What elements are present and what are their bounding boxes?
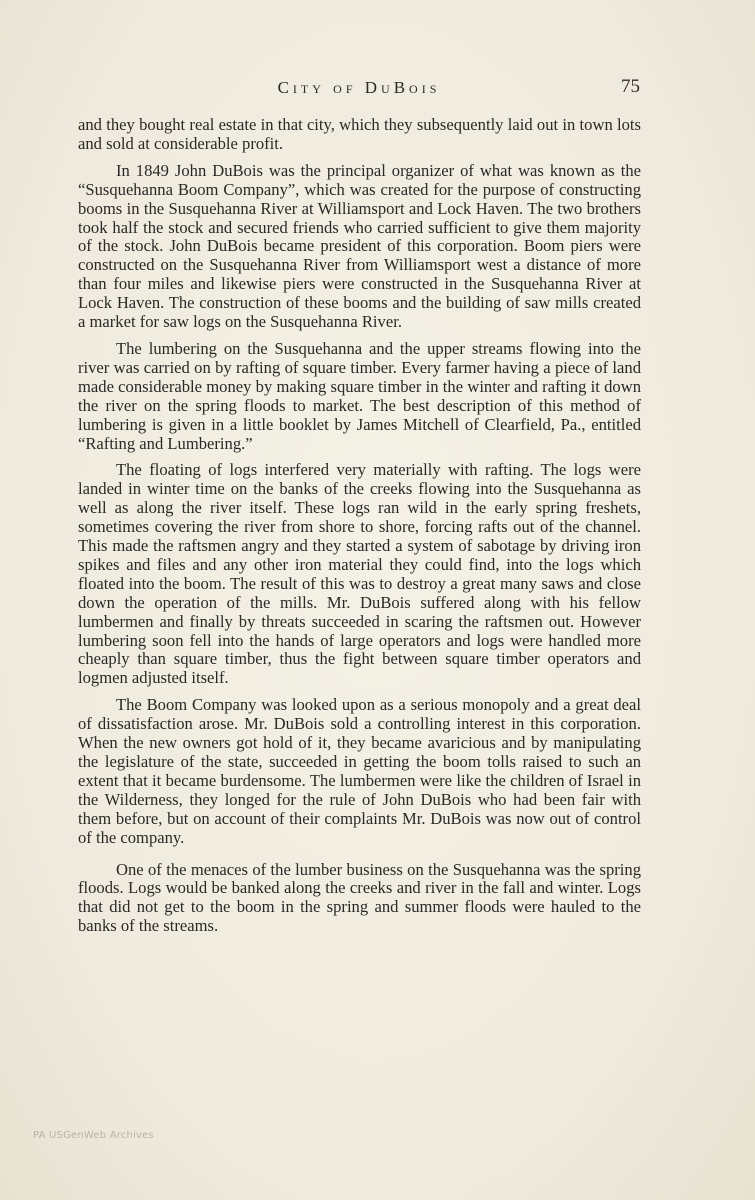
running-head: City of DuBois bbox=[277, 78, 441, 97]
archive-watermark: PA USGenWeb Archives bbox=[33, 1130, 154, 1141]
paragraph: In 1849 John DuBois was the principal organizer of what was known as the “Susquehanna Boom Company”, which was created for the purpose of constructing booms in the Susquehanna River at Williamsport and Lock Haven. The two brothers took half the stock and secured friends who carried sufficient to give them majority of the stock. John DuBois became president of this corporation. Boom piers were constructed on the Susquehanna River from Williamsport west a distance of more than four miles and likewise piers were constructed in the Susquehanna River at Lock Haven. The construction of these booms and the building of saw mills created a market for saw logs on the Susquehanna River. bbox=[78, 160, 641, 332]
body-text bbox=[78, 116, 641, 936]
paragraph: The floating of logs interfered very materially with rafting. The logs were landed in winter time on the banks of the creeks flowing into the Susquehanna as well as along the river itself. These logs ran wild in the early spring freshets, sometimes covering the river from shore to shore, forcing rafts out of the channel. This made the raftsmen angry and they started a system of sabotage by driving iron spikes and files and any other iron material they could find, into the logs which floated into the boom. The result of this was to destroy a great many saws and close down the operation of the mills. Mr. DuBois suffered along with his fellow lumbermen and finally by threats succeeded in scaring the raftsmen out. However lumbering soon fell into the hands of large operators and logs were handled more cheaply than square timber, thus the fight between square timber operators and logmen adjusted itself. bbox=[78, 460, 641, 688]
page-number: 75 bbox=[621, 76, 640, 97]
page-header bbox=[78, 76, 640, 104]
paragraph: The lumbering on the Susquehanna and the upper streams flowing into the river was carried on by rafting of square timber. Every farmer having a piece of land made considerable money by making square timber in the winter and rafting it down the river on the spring floods to market. The best description of this method of lumbering is given in a little booklet by James Mitchell of Clearfield, Pa., entitled “Rafting and Lumbering.” bbox=[78, 338, 641, 453]
paragraph: The Boom Company was looked upon as a serious monopoly and a great deal of dissatisfaction arose. Mr. DuBois sold a controlling interest in this corporation. When the new owners got hold of it, they became avaricious and by manipulating the legislature of the state, succeeded in getting the boom tolls raised to such an extent that it became burdensome. The lumbermen were like the children of Israel in the Wilderness, they longed for the rule of John DuBois who had been fair with them before, but on account of their complaints Mr. DuBois was now out of control of the company. bbox=[78, 695, 641, 847]
paragraph: One of the menaces of the lumber business on the Susquehanna was the spring floods. Logs would be banked along the creeks and river in the fall and winter. Logs that did not get to the boom in the spring and summer floods were hauled to the banks of the streams. bbox=[78, 859, 641, 936]
paragraph: and they bought real estate in that city, which they subsequently laid out in town lots and sold at considerable profit. bbox=[78, 115, 641, 153]
